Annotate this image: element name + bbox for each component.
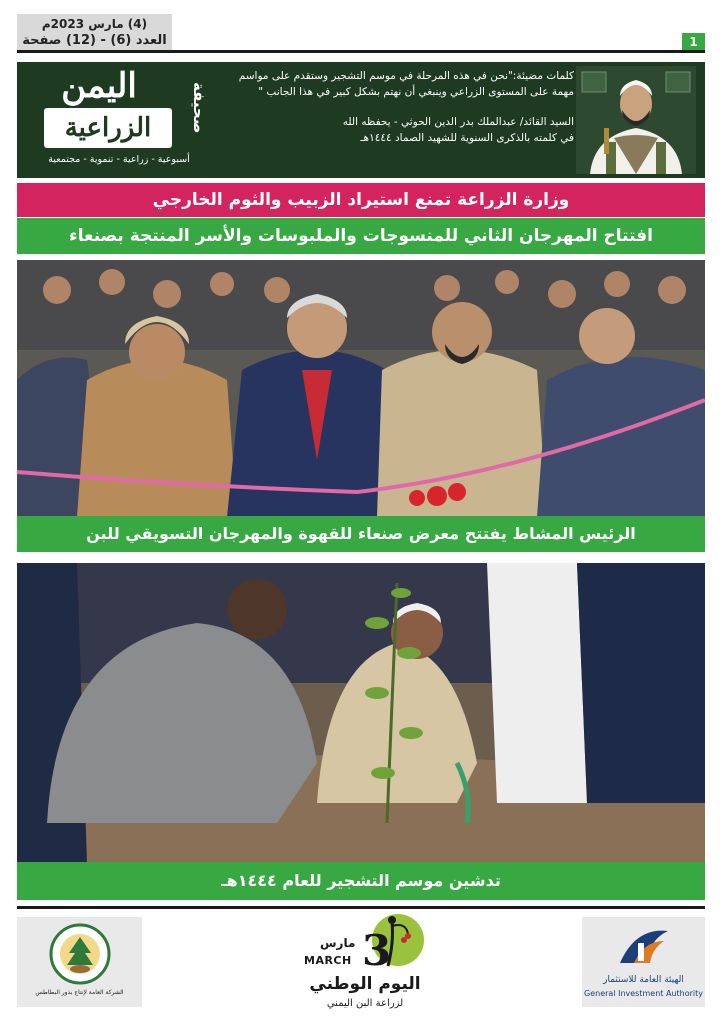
caption-coffee-exhibition[interactable]: الرئيس المشاط يفتتح معرض صنعاء للقهوة والمهرجان التسويقي للبن: [17, 516, 705, 552]
seed-company-name: الشركة العامة لإنتاج بذور البطاطس: [35, 989, 124, 996]
leader-portrait: [576, 66, 696, 174]
caption-tree-planting-season[interactable]: تدشين موسم التشجير للعام ١٤٤٤هـ: [17, 862, 705, 900]
national-coffee-day-logo: [290, 912, 440, 1020]
quote-line: كلمات مضيئة:"نحن في هذه المرحلة في موسم التشجير وستقدم على مواسم: [238, 70, 574, 82]
march-day-number: 3: [362, 926, 392, 975]
quote-attribution: في كلمته بالذكرى السنوية للشهيد الصماد ١٤٤٤هـ: [360, 132, 574, 144]
issue-number: العدد (6) - (12) صفحة: [22, 33, 167, 48]
national-day-title: اليوم الوطني: [309, 974, 421, 994]
headline-raisins-import-ban[interactable]: وزارة الزراعة تمنع استيراد الزبيب والثوم الخارجي: [17, 183, 705, 217]
tree-planting-photo: [17, 563, 705, 863]
page-number-badge: 1: [682, 33, 705, 51]
logo-side-word: صحيفة: [190, 82, 208, 134]
general-investment-authority-logo: [582, 917, 705, 1007]
bottom-divider: [17, 906, 705, 909]
ribbon-cutting-photo: [17, 260, 705, 517]
logo-subtitle: الزراعية: [44, 108, 172, 148]
investment-authority-name-arabic: الهيئة العامة للاستثمار: [603, 975, 684, 985]
top-divider: [17, 50, 705, 53]
march-label-english: MARCH: [304, 954, 352, 967]
national-day-subtitle: لزراعة البن اليمني: [326, 998, 404, 1009]
potato-seed-company-logo: [17, 917, 142, 1007]
leader-quote: [212, 68, 574, 172]
potato-seed-emblem-icon: [49, 923, 111, 985]
quote-attribution: السيد القائد/ عبدالملك بدر الدين الحوثي - يحفظه الله: [342, 116, 574, 128]
logo-tagline: أسبوعية - زراعية - تنموية - مجتمعية: [48, 154, 190, 165]
newspaper-logo: [26, 66, 212, 172]
headline-textile-festival[interactable]: افتتاح المهرجان الثاني للمنسوجات والملبوسات والأسر المنتجة بصنعاء: [17, 218, 705, 254]
issue-date: (4) مارس 2023م: [41, 17, 148, 31]
issue-info-box: [17, 14, 172, 50]
quote-line: مهمة على المستوى الزراعي وينبغي أن نهتم بشكل كبير في هذا الجانب ": [258, 86, 574, 98]
logo-title: اليمن: [61, 66, 137, 106]
march-label-arabic: مارس: [320, 936, 356, 950]
investment-authority-emblem-icon: [616, 923, 672, 971]
investment-authority-name-english: General Investment Authority: [584, 989, 703, 998]
